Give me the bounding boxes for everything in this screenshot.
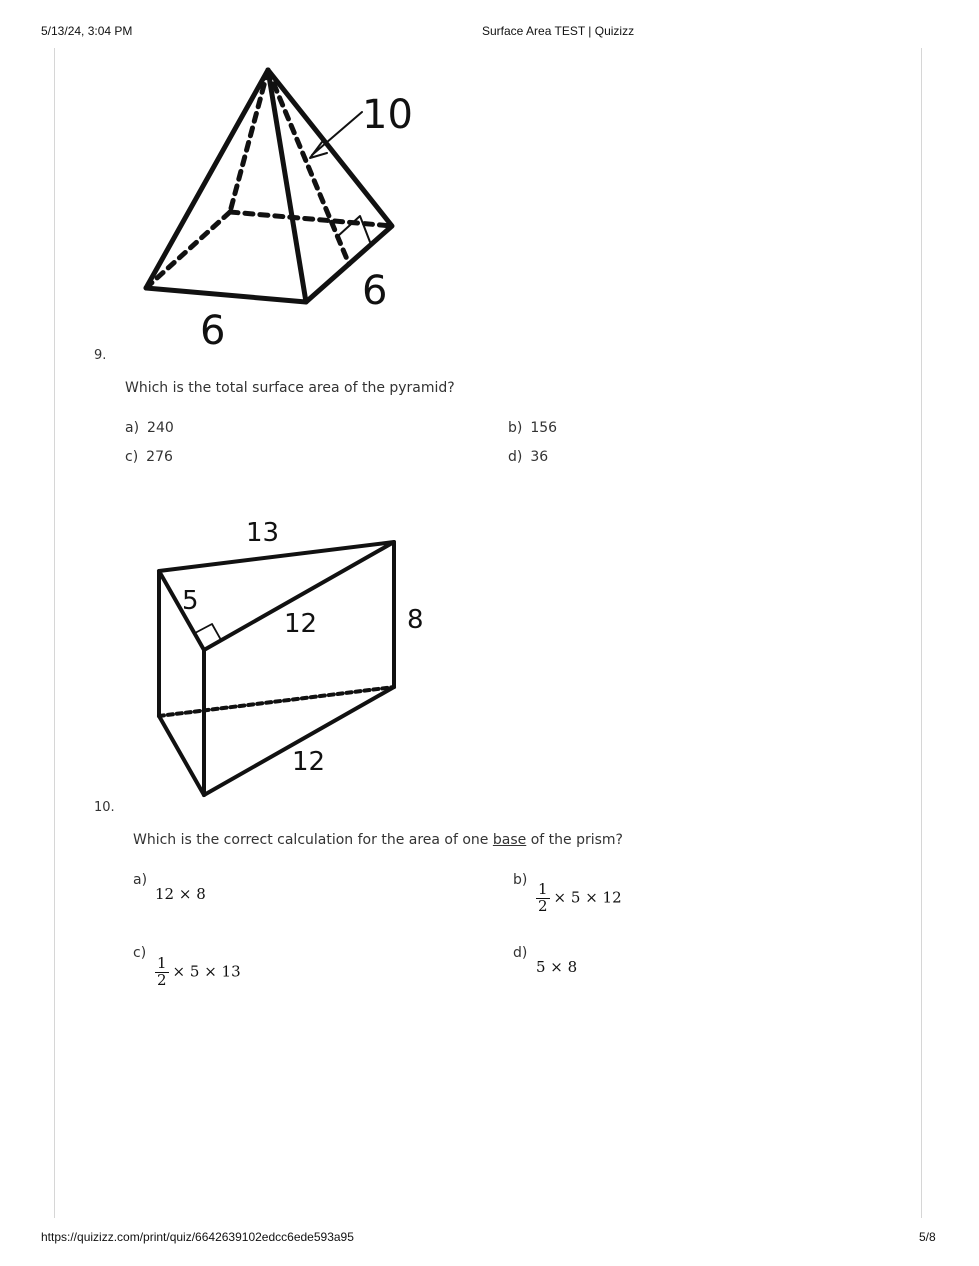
q9-option-d-value: 36 [530,449,549,465]
q10-option-c-numerator: 1 [157,954,167,972]
pyramid-figure [130,60,430,355]
q9-option-d[interactable] [508,449,548,465]
page-number: 5/8 [919,1230,936,1244]
q9-option-c[interactable] [125,449,173,465]
q10-option-b-denominator: 2 [538,896,548,915]
q9-option-c-value: 276 [146,449,173,465]
question-10-text-before: Which is the correct calculation for the area of one [133,832,493,848]
q9-option-b-value: 156 [530,420,558,436]
q10-option-b-math [536,882,622,915]
q9-option-a-label: a) [125,420,140,436]
q9-option-b-label: b) [508,420,523,436]
pyramid-slant-height [268,70,349,264]
q9-option-b[interactable] [508,420,557,436]
question-10-text [133,832,623,848]
q10-option-c-label: c) [133,945,147,961]
q10-option-c-fraction [155,956,169,989]
q10-option-b-expr: × 5 × 12 [553,888,622,907]
question-10-text-underlined: base [492,832,527,848]
q10-option-c[interactable] [133,945,146,961]
pyramid-label-slant: 10 [362,92,413,138]
prism-label-height: 8 [407,605,424,635]
q10-option-d[interactable] [513,945,527,961]
q10-option-b[interactable] [513,872,527,888]
question-9-text: Which is the total surface area of the pyramid? [125,380,455,396]
prism-hidden-edge [159,687,394,716]
q10-option-b-fraction [536,882,550,915]
q10-option-a-expr: 12 × 8 [155,885,206,903]
q10-option-b-label: b) [513,872,528,888]
print-datetime: 5/13/24, 3:04 PM [41,24,133,38]
q10-option-a[interactable] [133,872,147,888]
q10-option-d-label: d) [513,945,528,961]
q10-option-c-math [155,956,241,989]
prism-label-bottom: 12 [292,747,326,777]
prism-figure [140,505,440,805]
question-9-number: 9. [94,348,107,363]
q10-option-b-numerator: 1 [538,880,548,898]
pyramid-outline [146,70,392,302]
question-10-text-after: of the prism? [526,832,623,848]
prism-label-hyp: 12 [284,609,318,639]
pyramid-hidden-edge [230,212,392,226]
prism-bottom-left-edge [159,716,204,795]
pyramid-hidden-edge [146,212,230,288]
q9-option-a[interactable] [125,420,174,436]
q9-option-c-label: c) [125,449,139,465]
pyramid-label-side-right: 6 [362,268,388,314]
prism-bottom-front-edge [204,687,394,795]
print-url: https://quizizz.com/print/quiz/6642639102edcc6ede593a95 [41,1230,354,1244]
print-title: Surface Area TEST | Quizizz [482,24,635,38]
prism-label-top: 13 [246,518,280,548]
q10-option-d-expr: 5 × 8 [536,958,578,976]
page-left-border [54,48,55,1218]
pyramid-front-edge [268,70,306,302]
q9-option-a-value: 240 [147,420,174,436]
pyramid-label-side-bottom: 6 [200,308,226,354]
question-10-number: 10. [94,800,115,815]
q10-option-c-denominator: 2 [157,970,167,989]
q10-option-c-expr: × 5 × 13 [172,962,241,981]
prism-label-short-leg: 5 [182,586,199,616]
q10-option-a-label: a) [133,872,148,888]
pyramid-hidden-edge [230,70,268,212]
q9-option-d-label: d) [508,449,523,465]
page-right-border [921,48,922,1218]
